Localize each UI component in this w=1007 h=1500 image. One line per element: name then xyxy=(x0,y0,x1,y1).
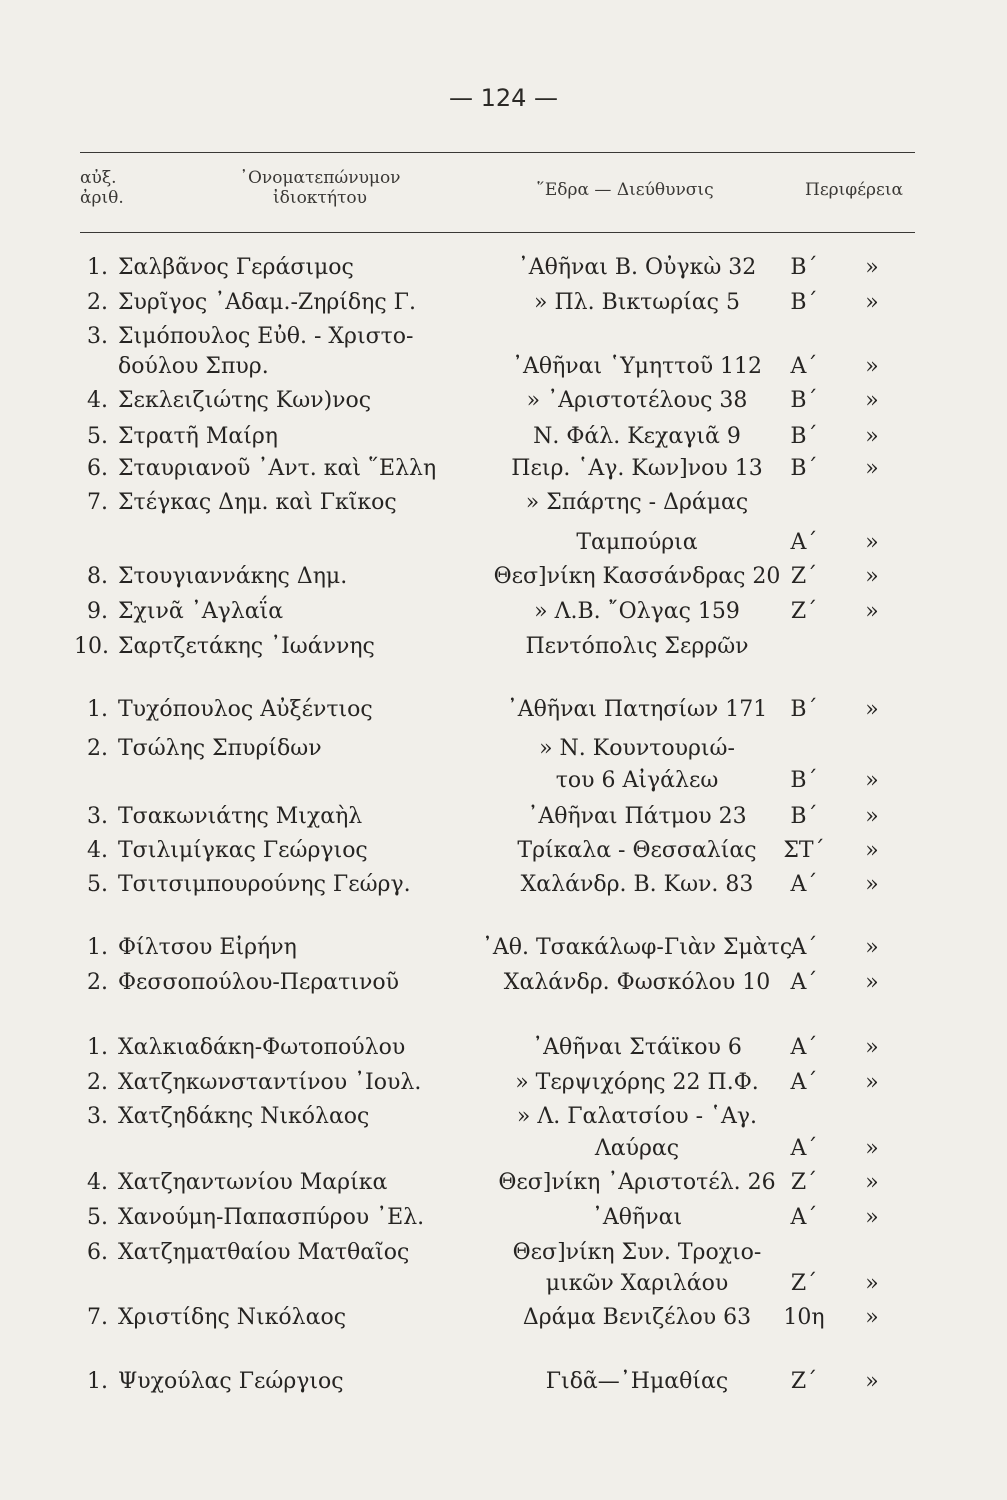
ditto-mark: » xyxy=(865,1369,879,1394)
ditto-mark: » xyxy=(865,564,879,589)
address: ᾿Αθῆναι Πάτμου 23 xyxy=(527,804,747,829)
table-row xyxy=(0,967,1007,999)
address: ᾿Αθῆναι ῾Υμηττοῦ 112 xyxy=(511,354,763,379)
owner-name: Στουγιαννάκης Δημ. xyxy=(118,564,348,589)
address: Χαλάνδρ. Β. Κων. 83 xyxy=(520,872,754,897)
row-number: 8. xyxy=(87,564,108,589)
ditto-mark: » xyxy=(865,1070,879,1095)
table-row xyxy=(0,765,1007,797)
ditto-mark: » xyxy=(865,255,879,280)
table-row xyxy=(0,1101,1007,1133)
table-row xyxy=(0,321,1007,353)
row-number: 3. xyxy=(87,324,108,349)
table-row xyxy=(0,733,1007,765)
region: Β΄ xyxy=(790,388,818,413)
col-header-number-line1: αὐξ. xyxy=(80,168,117,188)
row-number: 4. xyxy=(87,388,108,413)
row-number: 1. xyxy=(87,255,108,280)
address: Λαύρας xyxy=(594,1136,680,1161)
table-row xyxy=(0,527,1007,559)
address: Πειρ. ῾Αγ. Κων]νου 13 xyxy=(511,456,763,481)
owner-name: Τυχόπουλος Αὐξέντιος xyxy=(118,697,373,722)
table-row xyxy=(0,351,1007,383)
col-header-region: Περιφέρεια xyxy=(805,180,903,200)
table-row xyxy=(0,801,1007,833)
address: ᾿Αθῆναι Β. Οὐγκὼ 32 xyxy=(517,255,757,280)
address: » Σπάρτης - Δράμας xyxy=(525,490,749,515)
col-header-address: ῞Εδρα — Διεύθυνσις xyxy=(536,180,714,200)
region: Β΄ xyxy=(790,697,818,722)
owner-name: Σιμόπουλος Εὐθ. - Χριστο- xyxy=(118,324,414,349)
table-row xyxy=(0,1268,1007,1300)
owner-name: Τσώλης Σπυρίδων xyxy=(118,736,322,761)
table-row xyxy=(0,835,1007,867)
table-row xyxy=(0,287,1007,319)
ditto-mark: » xyxy=(865,1205,879,1230)
table-row xyxy=(0,1302,1007,1334)
table-row xyxy=(0,252,1007,284)
table-row xyxy=(0,596,1007,628)
region: 10η xyxy=(783,1305,825,1330)
table-row xyxy=(0,694,1007,726)
ditto-mark: » xyxy=(865,530,879,555)
ditto-mark: » xyxy=(865,599,879,624)
address: μικῶν Χαριλάου xyxy=(545,1271,729,1296)
row-number: 1. xyxy=(87,935,108,960)
address: Δράμα Βενιζέλου 63 xyxy=(522,1305,752,1330)
row-number: 1. xyxy=(87,697,108,722)
row-number: 3. xyxy=(87,804,108,829)
table-row xyxy=(0,453,1007,485)
owner-name: Φίλτσου Εἰρήνη xyxy=(118,935,297,960)
region: Β΄ xyxy=(790,255,818,280)
table-row xyxy=(0,487,1007,519)
owner-name: Χατζηκωνσταντίνου ᾿Ιουλ. xyxy=(118,1070,422,1095)
table-row xyxy=(0,1032,1007,1064)
ditto-mark: » xyxy=(865,1035,879,1060)
table-row xyxy=(0,1067,1007,1099)
region: Α΄ xyxy=(790,872,818,897)
ditto-mark: » xyxy=(865,1170,879,1195)
address: ᾿Αθῆναι Πατησίων 171 xyxy=(506,697,768,722)
table-row xyxy=(0,421,1007,453)
region: Α΄ xyxy=(790,530,818,555)
table-row xyxy=(0,1202,1007,1234)
region: Ζ΄ xyxy=(790,1369,818,1394)
ditto-mark: » xyxy=(865,290,879,315)
owner-name: Σταυριανοῦ ᾿Αντ. καὶ ῞Ελλη xyxy=(118,456,437,481)
address: » Λ. Γαλατσίου - ῾Αγ. xyxy=(516,1104,758,1129)
ditto-mark: » xyxy=(865,935,879,960)
owner-name: Ψυχούλας Γεώργιος xyxy=(118,1369,344,1394)
col-header-number-line2: ἀριθ. xyxy=(80,188,124,208)
owner-name: Σαρτζετάκης ᾿Ιωάννης xyxy=(118,634,375,659)
address: » Τερψιχόρης 22 Π.Φ. xyxy=(515,1070,759,1095)
region: Α΄ xyxy=(790,354,818,379)
ditto-mark: » xyxy=(865,354,879,379)
row-number: 2. xyxy=(87,1070,108,1095)
owner-name: Χατζηαντωνίου Μαρίκα xyxy=(118,1170,388,1195)
table-row xyxy=(0,1167,1007,1199)
table-row xyxy=(0,1366,1007,1398)
row-number: 5. xyxy=(87,872,108,897)
table-row xyxy=(0,385,1007,417)
owner-name: Στρατῆ Μαίρη xyxy=(118,424,278,449)
row-number: 6. xyxy=(87,1240,108,1265)
row-number: 4. xyxy=(87,1170,108,1195)
owner-name: Χαλκιαδάκη-Φωτοπούλου xyxy=(118,1035,406,1060)
address: Ταμπούρια xyxy=(576,530,698,555)
owner-name: Χατζηδάκης Νικόλαος xyxy=(118,1104,370,1129)
row-number: 3. xyxy=(87,1104,108,1129)
table-row xyxy=(0,561,1007,593)
ditto-mark: » xyxy=(865,697,879,722)
ditto-mark: » xyxy=(865,768,879,793)
owner-name: Τσιλιμίγκας Γεώργιος xyxy=(118,838,368,863)
region: Ζ΄ xyxy=(790,599,818,624)
table-row xyxy=(0,869,1007,901)
row-number: 2. xyxy=(87,736,108,761)
col-header-name-line1: ᾿Ονοματεπώνυμον xyxy=(239,168,401,188)
region: Β΄ xyxy=(790,456,818,481)
row-number: 5. xyxy=(87,1205,108,1230)
ditto-mark: » xyxy=(865,872,879,897)
ditto-mark: » xyxy=(865,804,879,829)
owner-name: Φεσσοπούλου-Περατινοῦ xyxy=(118,970,399,995)
address: του 6 Αἰγάλεω xyxy=(555,768,719,793)
address: Θεσ]νίκη Συν. Τροχιο- xyxy=(512,1240,762,1265)
address: Πεντόπολις Σερρῶν xyxy=(525,634,749,659)
row-number: 2. xyxy=(87,290,108,315)
region: Β΄ xyxy=(790,290,818,315)
row-number: 5. xyxy=(87,424,108,449)
region: Β΄ xyxy=(790,768,818,793)
region: Α΄ xyxy=(790,1136,818,1161)
region: Α΄ xyxy=(790,1035,818,1060)
row-number: 9. xyxy=(87,599,108,624)
owner-name: Χριστίδης Νικόλαος xyxy=(118,1305,347,1330)
region: Β΄ xyxy=(790,804,818,829)
table-row xyxy=(0,1237,1007,1269)
region: Β΄ xyxy=(790,424,818,449)
address: » Ν. Κουντουριώ- xyxy=(539,736,735,761)
table-row xyxy=(0,631,1007,663)
ditto-mark: » xyxy=(865,1305,879,1330)
owner-name: Σεκλειζιώτης Κων)νος xyxy=(118,388,372,413)
ditto-mark: » xyxy=(865,388,879,413)
col-header-name-line2: ἰδιοκτήτου xyxy=(273,188,367,208)
owner-name: Σαλβᾶνος Γεράσιμος xyxy=(118,255,354,280)
owner-name: Συρῖγος ᾿Αδαμ.-Ζηρίδης Γ. xyxy=(118,290,416,315)
address: » Λ.Β. ῎Ολγας 159 xyxy=(534,599,740,624)
row-number: 10. xyxy=(74,634,109,659)
row-number: 1. xyxy=(87,1035,108,1060)
region: ΣΤ΄ xyxy=(783,838,825,863)
row-number: 1. xyxy=(87,1369,108,1394)
address: » Πλ. Βικτωρίας 5 xyxy=(534,290,740,315)
owner-name: Τσακωνιάτης Μιχαὴλ xyxy=(118,804,363,829)
address: Θεσ]νίκη ᾿Αριστοτέλ. 26 xyxy=(498,1170,776,1195)
address: Ν. Φάλ. Κεχαγιᾶ 9 xyxy=(533,424,741,449)
address: Τρίκαλα - Θεσσαλίας xyxy=(517,838,757,863)
address: ᾿Αθ. Τσακάλωφ-Γιὰν Σμὰτς xyxy=(481,935,793,960)
ditto-mark: » xyxy=(865,1136,879,1161)
row-number: 7. xyxy=(87,1305,108,1330)
row-number: 6. xyxy=(87,456,108,481)
ditto-mark: » xyxy=(865,970,879,995)
ditto-mark: » xyxy=(865,838,879,863)
owner-name: Στέγκας Δημ. καὶ Γκῖκος xyxy=(118,490,397,515)
address: Γιδᾶ—᾿Ημαθίας xyxy=(545,1369,729,1394)
owner-name: Τσιτσιμπουρούνης Γεώργ. xyxy=(118,872,411,897)
region: Ζ΄ xyxy=(790,1271,818,1296)
region: Α΄ xyxy=(790,1205,818,1230)
ditto-mark: » xyxy=(865,1271,879,1296)
owner-name: Χατζηματθαίου Ματθαῖος xyxy=(118,1240,410,1265)
table-row xyxy=(0,1133,1007,1165)
region: Ζ΄ xyxy=(790,564,818,589)
row-number: 2. xyxy=(87,970,108,995)
region: Α΄ xyxy=(790,1070,818,1095)
address: Θεσ]νίκη Κασσάνδρας 20 xyxy=(493,564,781,589)
address: ᾿Αθῆναι xyxy=(591,1205,683,1230)
ditto-mark: » xyxy=(865,456,879,481)
address: » ᾿Αριστοτέλους 38 xyxy=(526,388,748,413)
region: Α΄ xyxy=(790,970,818,995)
row-number: 7. xyxy=(87,490,108,515)
region: Ζ΄ xyxy=(790,1170,818,1195)
region: Α΄ xyxy=(790,935,818,960)
row-number: 4. xyxy=(87,838,108,863)
page-number: — 124 — xyxy=(448,84,559,112)
owner-name: Χανούμη-Παπασπύρου ᾿Ελ. xyxy=(118,1205,425,1230)
table-row xyxy=(0,932,1007,964)
owner-name: δούλου Σπυρ. xyxy=(118,354,269,379)
address: ᾿Αθῆναι Στάϊκου 6 xyxy=(532,1035,742,1060)
ditto-mark: » xyxy=(865,424,879,449)
owner-name: Σχινᾶ ᾿Αγλαΐα xyxy=(118,599,284,624)
address: Χαλάνδρ. Φωσκόλου 10 xyxy=(503,970,771,995)
